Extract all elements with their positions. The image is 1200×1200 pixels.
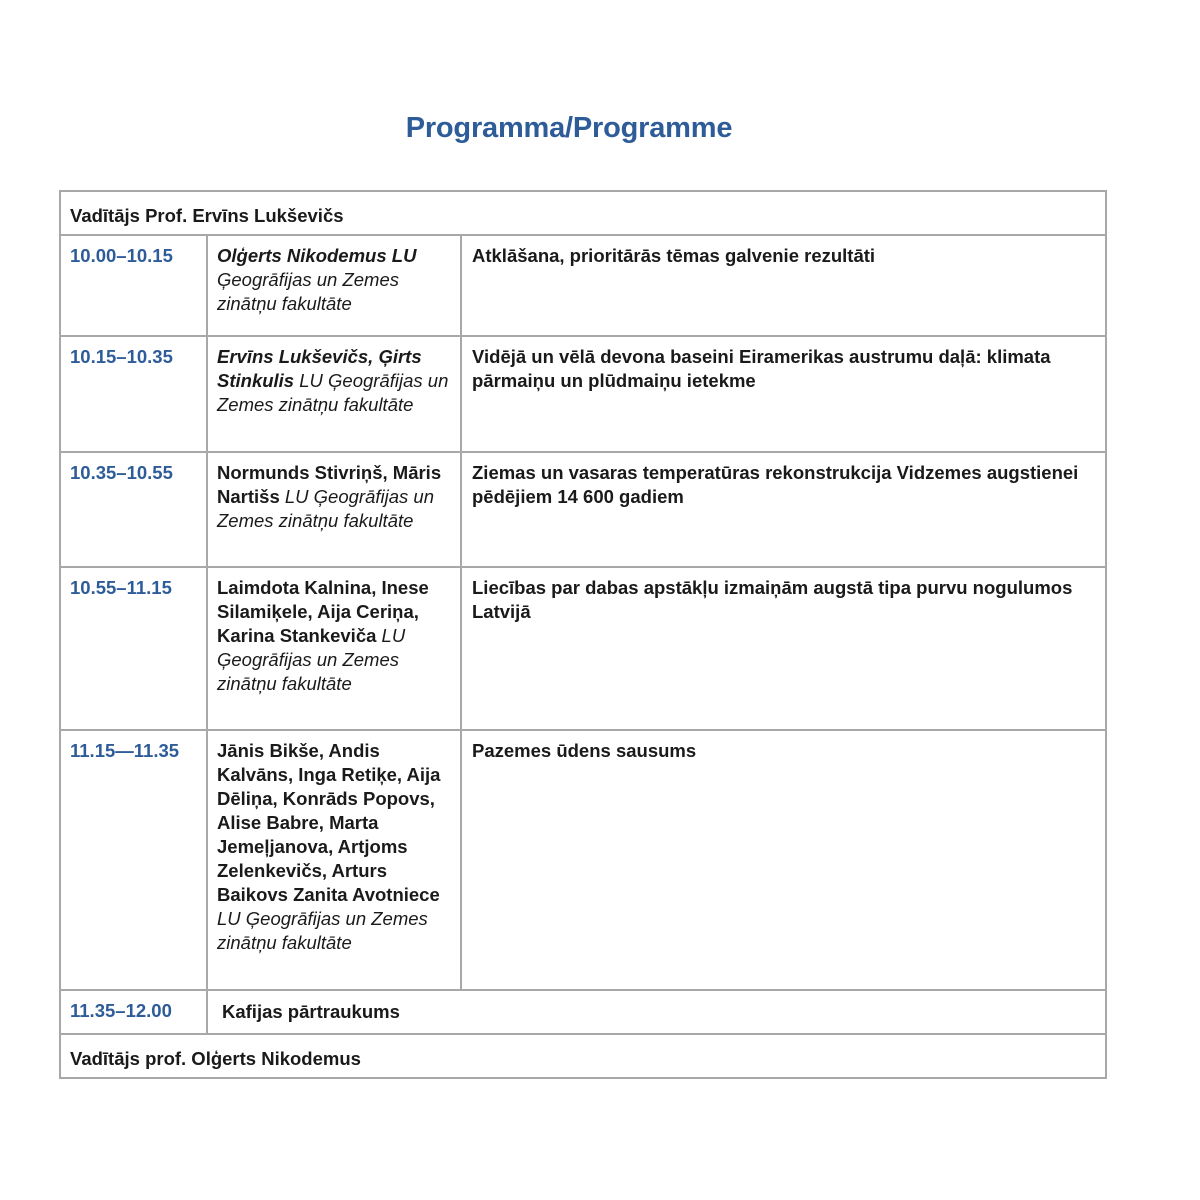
- speaker-affiliation: LU Ģeogrāfijas un Zemes zinātņu fakultāte: [217, 370, 449, 415]
- time-cell: 10.35–10.55: [60, 452, 207, 567]
- talk-title: Vidējā un vēlā devona baseini Eiramerikas austrumu daļā: klimata pārmaiņu un plūdmaiņu ietekme: [461, 336, 1106, 452]
- speaker-names: Jānis Bikše, Andis Kalvāns, Inga Retiķe, Aija Dēliņa, Konrāds Popovs, Alise Babre, Marta Jemeļjanova, Artjoms Zelenkevičs, Arturs Baikovs Zanita Avotniece: [217, 740, 441, 905]
- time-cell: 10.15–10.35: [60, 336, 207, 452]
- time-cell: 10.55–11.15: [60, 567, 207, 730]
- break-time: 11.35–12.00: [60, 990, 207, 1034]
- programme-table: [59, 190, 1107, 1079]
- break-label: Kafijas pārtraukums: [207, 990, 1106, 1034]
- speaker-affiliation: LU Ģeogrāfijas un Zemes zinātņu fakultāte: [217, 486, 434, 531]
- chair-cell: Vadītājs Prof. Ervīns Lukševičs: [60, 191, 1106, 235]
- table-row: [60, 336, 1106, 452]
- speaker-affiliation: Ģeogrāfijas un Zemes zinātņu fakultāte: [217, 269, 400, 314]
- talk-title: Pazemes ūdens sausums: [461, 730, 1106, 990]
- speaker-cell: [207, 452, 461, 567]
- speaker-cell: [207, 730, 461, 990]
- table-row: [60, 452, 1106, 567]
- page-title: Programma/Programme: [405, 112, 733, 144]
- chair-row: [60, 191, 1106, 235]
- time-cell: 11.15—11.35: [60, 730, 207, 990]
- speaker-names: Ervīns Lukševičs, Ģirts Stinkulis: [217, 346, 422, 391]
- table-row: [60, 567, 1106, 730]
- speaker-affiliation: LU Ģeogrāfijas un Zemes zinātņu fakultāte: [217, 625, 406, 694]
- talk-title: Ziemas un vasaras temperatūras rekonstrukcija Vidzemes augstienei pēdējiem 14 600 gadiem: [461, 452, 1106, 567]
- speaker-affiliation: LU Ģeogrāfijas un Zemes zinātņu fakultāte: [217, 908, 428, 953]
- speaker-cell: [207, 336, 461, 452]
- chair-cell: Vadītājs prof. Olģerts Nikodemus: [60, 1034, 1106, 1078]
- chair-row: [60, 1034, 1106, 1078]
- table-row: [60, 730, 1106, 990]
- break-row: [60, 990, 1106, 1034]
- speaker-names: Laimdota Kalnina, Inese Silamiķele, Aija Ceriņa, Karina Stankeviča: [217, 577, 429, 646]
- speaker-names: Olģerts Nikodemus LU: [217, 245, 417, 266]
- talk-title: Liecības par dabas apstākļu izmaiņām augstā tipa purvu nogulumos Latvijā: [461, 567, 1106, 730]
- speaker-names: Normunds Stivriņš, Māris Nartišs: [217, 462, 442, 507]
- time-cell: 10.00–10.15: [60, 235, 207, 336]
- talk-title: Atklāšana, prioritārās tēmas galvenie rezultāti: [461, 235, 1106, 336]
- speaker-cell: [207, 567, 461, 730]
- table-row: [60, 235, 1106, 336]
- speaker-cell: [207, 235, 461, 336]
